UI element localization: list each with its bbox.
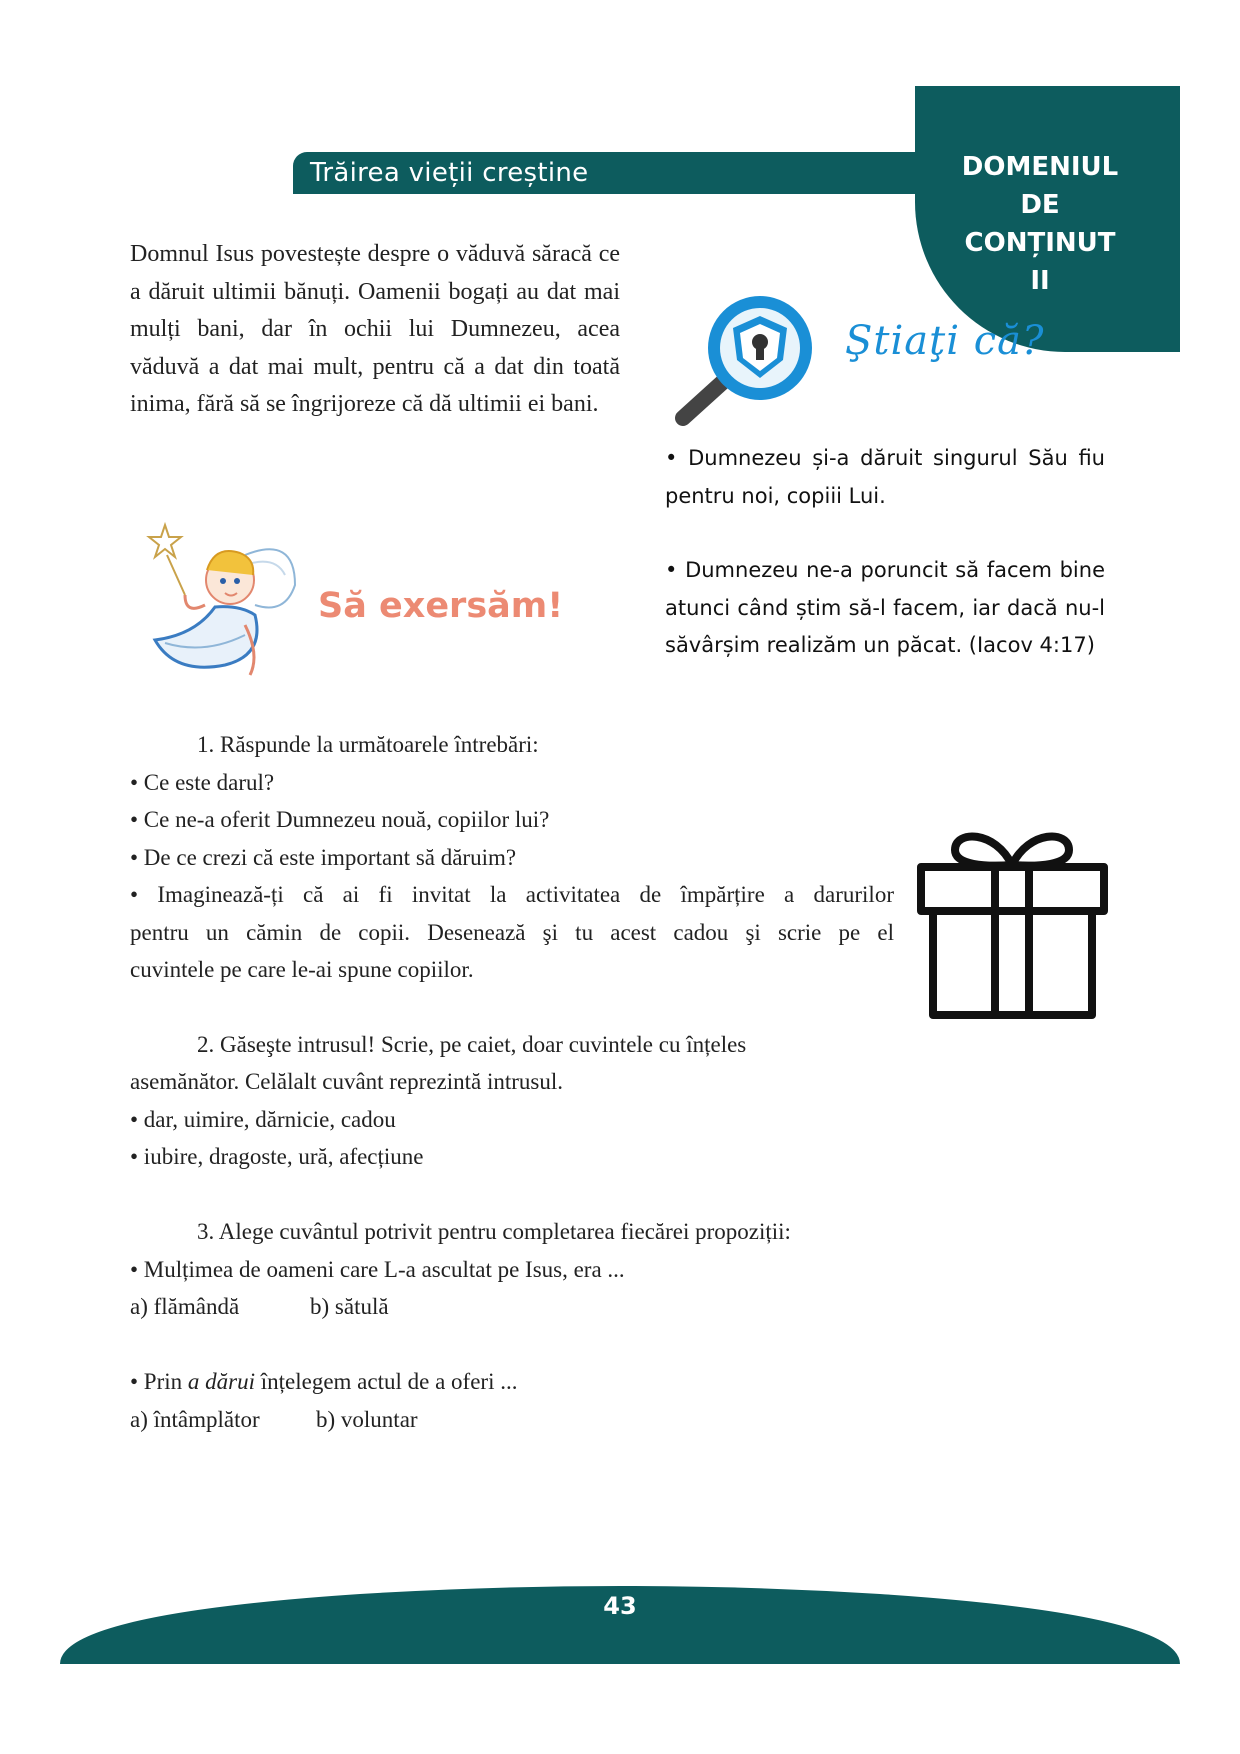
sentence-item — [130, 1363, 517, 1401]
option-a: a) întâmplător — [130, 1407, 260, 1432]
question-item-continued: cuvintele pe care le-ai spune copiilor. — [130, 957, 474, 982]
sentence-text: înțelegem actul de a oferi ... — [255, 1369, 518, 1394]
domain-line: DE — [1020, 190, 1060, 220]
domain-line: CONȚINUT — [964, 228, 1116, 258]
page-number: 43 — [603, 1592, 637, 1620]
sentence-item: • Mulțimea de oameni care L-a ascultat pe Isus, era ... — [130, 1257, 625, 1282]
section-title: Trăirea vieții creștine — [310, 158, 589, 188]
stiati-title: Ştiaţi că? — [845, 318, 1045, 364]
question-item: • Imaginează-ți că ai fi invitat la activitatea de împărțire a darurilor — [130, 882, 894, 907]
intro-paragraph: Domnul Isus povestește despre o văduvă săracă ce a dăruit ultimii bănuți. Oamenii bogați au dat mai mulți bani, dar în ochii lui Dumnezeu, acea văduvă a dat mai mult, pentru că a dat din toată inima, fără să se îngrijoreze că dă ultimii ei bani. — [130, 241, 620, 417]
question-item: • Ce este darul? — [130, 770, 275, 795]
angel-illustration — [145, 515, 305, 690]
sentence-emphasis: a dărui — [187, 1369, 255, 1394]
question-item-continued: pentru un cămin de copii. Desenează şi tu acest cadou şi scrie pe el — [130, 920, 894, 945]
option-b: b) sătulă — [310, 1294, 389, 1319]
fact-item: • Dumnezeu și-a dăruit singurul Său fiu pentru noi, copiii Lui. — [665, 446, 1105, 508]
domain-line: II — [1030, 266, 1050, 296]
question-item: • Ce ne-a oferit Dumnezeu nouă, copiilor lui? — [130, 807, 550, 832]
exercise-2-heading-continued: asemănător. Celălalt cuvânt reprezintă intrusul. — [130, 1069, 564, 1094]
domain-label — [940, 148, 1140, 300]
option-b: b) voluntar — [316, 1407, 418, 1432]
exercise-2-heading: 2. Găseşte intrusul! Scrie, pe caiet, doar cuvintele cu înțeles — [197, 1032, 747, 1057]
domain-line: DOMENIUL — [961, 152, 1119, 182]
gift-box-icon — [915, 825, 1110, 1020]
question-item: • De ce crezi că este important să dăruim? — [130, 845, 517, 870]
word-group-item: • dar, uimire, dărnicie, cadou — [130, 1107, 396, 1132]
exercise-1-heading: 1. Răspunde la următoarele întrebări: — [197, 732, 539, 757]
exercises-title: Să exersăm! — [318, 586, 564, 626]
sentence-text: • Prin — [130, 1369, 188, 1394]
exercise-3-heading: 3. Alege cuvântul potrivit pentru completarea fiecărei propoziții: — [197, 1219, 791, 1244]
word-group-item: • iubire, dragoste, ură, afecțiune — [130, 1144, 424, 1169]
option-a: a) flămândă — [130, 1294, 240, 1319]
magnifier-keyhole-icon — [665, 290, 825, 430]
fact-item: • Dumnezeu ne-a poruncit să facem bine atunci când știm să-l facem, iar dacă nu-l săvârșim realizăm un păcat. (Iacov 4:17) — [665, 558, 1105, 657]
